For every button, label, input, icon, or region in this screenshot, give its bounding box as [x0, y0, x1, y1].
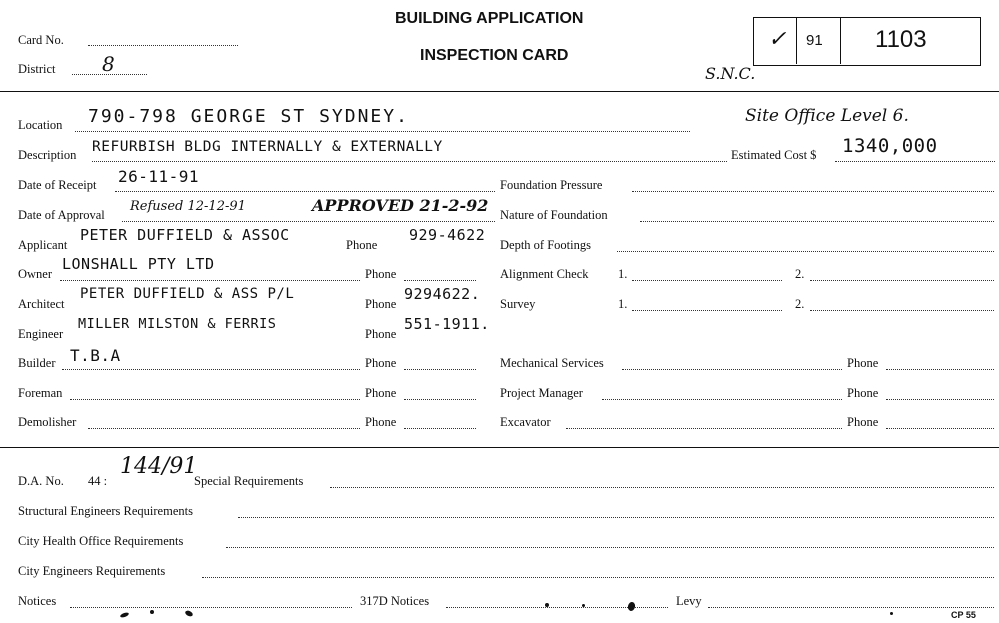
builder-line [62, 369, 360, 370]
excavator-phone-label: Phone [847, 415, 879, 429]
mechanical-services-phone-label: Phone [847, 356, 879, 370]
check-mark: ✓ [768, 27, 787, 52]
city-health-label: City Health Office Requirements [18, 534, 184, 548]
form-title-line1: BUILDING APPLICATION [395, 10, 584, 27]
mechanical-services-label: Mechanical Services [500, 356, 604, 370]
box-divider [840, 17, 841, 64]
engineer-phone-value: 551-1911. [404, 315, 490, 333]
demolisher-phone-label: Phone [365, 415, 397, 429]
owner-label: Owner [18, 267, 53, 281]
nature-of-foundation-line [640, 221, 994, 222]
builder-label: Builder [18, 356, 56, 370]
owner-line [60, 280, 360, 281]
alignment-check-label: Alignment Check [500, 267, 589, 281]
builder-phone-line [404, 369, 476, 370]
owner-value: LONSHALL PTY LTD [62, 255, 215, 273]
demolisher-phone-line [404, 428, 476, 429]
box-year: 91 [806, 32, 823, 49]
scan-speck [582, 604, 585, 607]
date-of-approval-approved: APPROVED 21-2-92 [312, 196, 489, 215]
nature-of-foundation-label: Nature of Foundation [500, 208, 608, 222]
notices-317d-label: 317D Notices [360, 594, 430, 608]
da-no-label: D.A. No. [18, 474, 64, 488]
date-of-receipt-value: 26-11-91 [118, 167, 200, 186]
alignment-check-2: 2. [795, 267, 805, 281]
location-line [75, 131, 690, 132]
alignment-check-line-1 [632, 280, 782, 281]
project-manager-phone-label: Phone [847, 386, 879, 400]
box-divider [796, 17, 797, 64]
date-of-approval-line [122, 221, 495, 222]
estimated-cost-line [835, 161, 995, 162]
special-requirements-label: Special Requirements [194, 474, 304, 488]
form-code: CP 55 [951, 610, 976, 620]
demolisher-line [88, 428, 360, 429]
architect-phone-label: Phone [365, 297, 397, 311]
district-value: 8 [102, 52, 115, 76]
scan-speck [890, 612, 893, 615]
owner-phone-label: Phone [365, 267, 397, 281]
card-number-box [753, 17, 981, 66]
survey-line-2 [810, 310, 994, 311]
project-manager-label: Project Manager [500, 386, 583, 400]
scan-speck [120, 612, 130, 619]
district-label: District [18, 62, 56, 76]
notices-line [70, 607, 352, 608]
estimated-cost-value: 1340,000 [842, 135, 938, 157]
site-note: Site Office Level 6. [745, 106, 909, 126]
structural-engineers-label: Structural Engineers Requirements [18, 504, 193, 518]
builder-phone-label: Phone [365, 356, 397, 370]
city-engineers-label: City Engineers Requirements [18, 564, 166, 578]
description-label: Description [18, 148, 77, 162]
card-no-label: Card No. [18, 33, 64, 47]
foreman-phone-line [404, 399, 476, 400]
structural-engineers-line [238, 517, 994, 518]
depth-of-footings-label: Depth of Footings [500, 238, 591, 252]
date-of-receipt-label: Date of Receipt [18, 178, 97, 192]
project-manager-line [602, 399, 842, 400]
section-divider [0, 447, 999, 448]
box-number: 1103 [875, 26, 927, 53]
levy-line [708, 607, 994, 608]
foreman-label: Foreman [18, 386, 63, 400]
survey-label: Survey [500, 297, 536, 311]
description-value: REFURBISH BLDG INTERNALLY & EXTERNALLY [92, 139, 443, 155]
date-of-receipt-line [115, 191, 495, 192]
scan-speck [545, 603, 549, 607]
special-requirements-line [330, 487, 994, 488]
location-label: Location [18, 118, 63, 132]
scan-speck [150, 610, 154, 614]
alignment-check-line-2 [810, 280, 994, 281]
excavator-phone-line [886, 428, 994, 429]
survey-1: 1. [618, 297, 628, 311]
excavator-label: Excavator [500, 415, 551, 429]
scan-speck [184, 610, 193, 618]
da-no-value: 144/91 [120, 454, 198, 479]
da-no-prefix: 44 : [88, 474, 108, 488]
scan-speck [627, 601, 636, 612]
engineer-phone-label: Phone [365, 327, 397, 341]
architect-value: PETER DUFFIELD & ASS P/L [80, 286, 295, 302]
card-no-line [88, 45, 238, 46]
foundation-pressure-line [632, 191, 994, 192]
notices-label: Notices [18, 594, 57, 608]
owner-phone-line [404, 280, 476, 281]
applicant-phone-label: Phone [346, 238, 378, 252]
engineer-label: Engineer [18, 327, 64, 341]
estimated-cost-label: Estimated Cost $ [731, 148, 817, 162]
description-line [92, 161, 727, 162]
levy-label: Levy [676, 594, 702, 608]
foreman-line [70, 399, 360, 400]
foundation-pressure-label: Foundation Pressure [500, 178, 603, 192]
excavator-line [566, 428, 842, 429]
project-manager-phone-line [886, 399, 994, 400]
date-of-approval-refused: Refused 12-12-91 [130, 199, 246, 214]
survey-line-1 [632, 310, 782, 311]
architect-phone-value: 9294622. [404, 285, 481, 303]
demolisher-label: Demolisher [18, 415, 77, 429]
applicant-label: Applicant [18, 238, 68, 252]
engineer-value: MILLER MILSTON & FERRIS [78, 316, 277, 332]
initials: S.N.C. [705, 64, 756, 83]
section-divider [0, 91, 999, 92]
architect-label: Architect [18, 297, 65, 311]
form-title-line2: INSPECTION CARD [420, 47, 569, 64]
mechanical-services-line [622, 369, 842, 370]
city-engineers-line [202, 577, 994, 578]
location-value: 790-798 GEORGE ST SYDNEY. [88, 106, 409, 127]
city-health-line [226, 547, 994, 548]
builder-value: T.B.A [70, 346, 121, 365]
alignment-check-1: 1. [618, 267, 628, 281]
depth-of-footings-line [617, 251, 994, 252]
survey-2: 2. [795, 297, 805, 311]
applicant-phone-value: 929-4622 [409, 226, 486, 244]
date-of-approval-label: Date of Approval [18, 208, 105, 222]
applicant-value: PETER DUFFIELD & ASSOC [80, 226, 290, 244]
mechanical-services-phone-line [886, 369, 994, 370]
foreman-phone-label: Phone [365, 386, 397, 400]
